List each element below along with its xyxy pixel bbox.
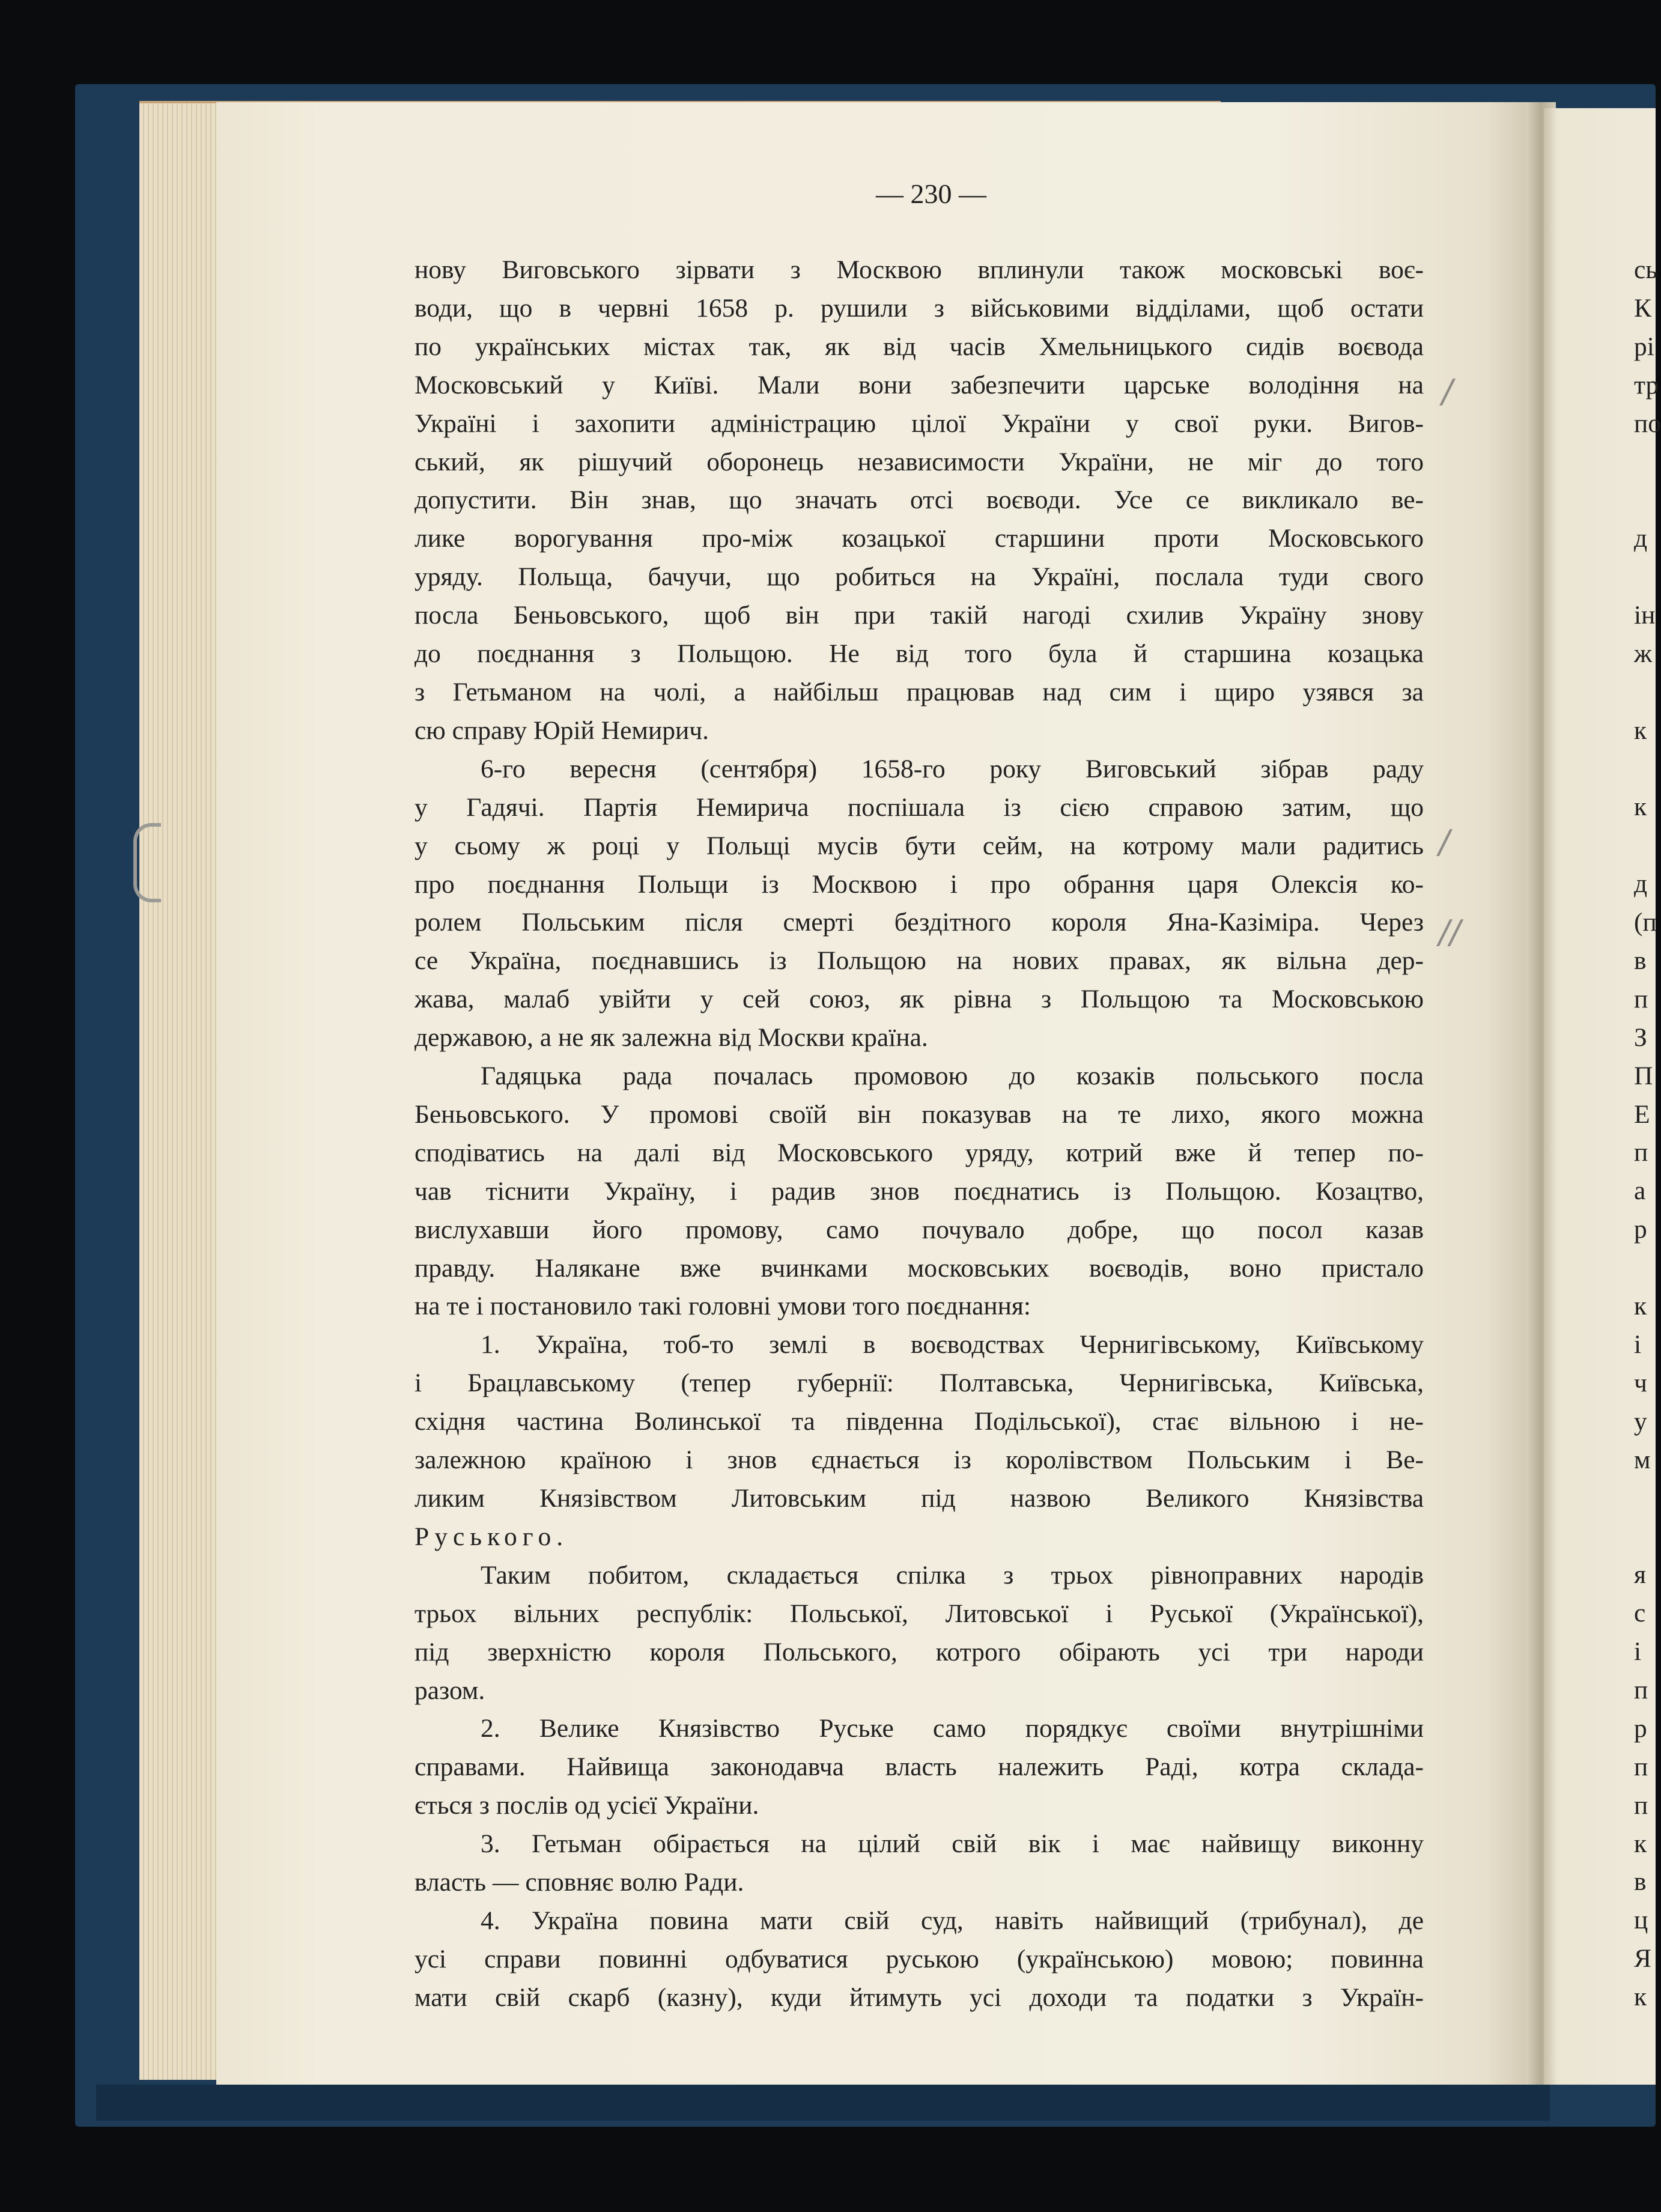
right-page-fragment: в [1634, 1867, 1647, 1897]
text-line: справами. Найвища законодавча власть належить Раді, котра склада- [414, 1752, 1424, 1782]
right-page-fragment [1634, 750, 1656, 789]
text-line: Україні і захопити адміністрацию цілої України у свої руки. Вигов- [414, 409, 1424, 438]
right-page-fragment: п [1634, 1138, 1648, 1167]
text-line: усі справи повинні одбуватися руською (українською) мовою; повинна [414, 1944, 1424, 1973]
right-page-fragment: ц [1634, 1906, 1648, 1935]
text-line: у сьому ж році у Польщі мусів бути сейм, на котрому мали радитись [414, 831, 1424, 860]
right-page-fragment: а [1634, 1176, 1646, 1206]
right-page-fragment: д [1634, 524, 1648, 553]
text-line: чав тіснити Україну, і радив знов поєднатись із Польщою. Козацтво, [414, 1176, 1424, 1206]
right-page-fragment: тр [1634, 370, 1659, 400]
pencil-tick-mark: / [1439, 823, 1450, 861]
text-line: мати свій скарб (казну), куди йтимуть усі доходи та податки з Україн- [414, 1983, 1424, 2012]
right-page-fragment: с [1634, 1599, 1646, 1628]
text-line: 6-го вересня (сентября) 1658-го року Виговський зібрав раду [481, 754, 1424, 783]
right-page-fragment: і [1634, 1329, 1642, 1359]
right-page-fragment [1634, 673, 1656, 712]
page-block-edge [139, 103, 223, 2080]
text-line: посла Беньовського, щоб він при такій нагоді схилив Україну знову [414, 601, 1424, 630]
right-page-fragment: в [1634, 946, 1647, 976]
text-line: 3. Гетьман обірається на цілий свій вік і має найвищу виконну [481, 1829, 1424, 1859]
text-line: східня частина Волинської та південна Подільської), стає вільною і не- [414, 1407, 1424, 1436]
text-line: державою, а не як залежна від Москви країна. [414, 1023, 928, 1053]
text-line: 1. Україна, тоб-то землі в воєводствах Чернигівському, Київському [481, 1330, 1424, 1360]
right-page-fragment: р [1634, 1713, 1647, 1743]
right-page-fragment: я [1634, 1560, 1647, 1590]
right-page-fragment: к [1634, 1983, 1647, 2012]
right-page-fragment [1634, 443, 1656, 481]
text-line: ється з послів од усієї України. [414, 1791, 759, 1820]
text-line: власть — сповняє волю Ради. [414, 1868, 744, 1897]
text-line: вислухавши його промову, само почувало добре, що посол казав [414, 1215, 1424, 1244]
right-page-fragment: к [1634, 792, 1647, 822]
right-page-fragment [1634, 1249, 1656, 1287]
right-page-fragment: (п [1634, 908, 1657, 937]
text-line: про поєднання Польщи із Москвою і про обрання царя Олексія ко- [414, 869, 1424, 899]
text-line: сю справу Юрій Немирич. [414, 716, 709, 745]
body-text [414, 251, 1424, 2017]
text-line: і Брацлавському (тепер губернії: Полтавська, Чернигівська, Київська, [414, 1369, 1424, 1398]
right-page-fragment: к [1634, 716, 1647, 745]
pencil-tick-mark: / [1442, 372, 1453, 410]
text-line: се Україна, поєднавшись із Польщою на нових правах, як вільна дер- [414, 946, 1424, 976]
text-line: разом. [414, 1676, 485, 1705]
text-line: лике ворогування про-між козацької старшини проти Московського [414, 524, 1424, 553]
right-page-fragment: д [1634, 869, 1648, 899]
text-line: ликим Князівством Литовським під назвою Великого Князівства [414, 1484, 1424, 1513]
text-line: води, що в червні 1658 р. рушили з військовими відділами, щоб остати [414, 293, 1424, 323]
text-line: трьох вільних республік: Польської, Литовської і Руської (Української), [414, 1599, 1424, 1628]
right-page-fragment [1634, 1518, 1656, 1556]
right-page-fragment: по [1634, 409, 1661, 438]
text-line: 2. Велике Князівство Руське само порядкує своїми внутрішніми [481, 1714, 1424, 1743]
pencil-tick-mark: // [1439, 913, 1461, 951]
right-page-fragment: К [1634, 293, 1652, 323]
text-line: Беньовського. У промові своїй він показував на те лихо, якого можна [414, 1099, 1424, 1129]
text-line: сподіватись на далі від Московського уряду, котрий вже й тепер по- [414, 1138, 1424, 1167]
right-page-fragment: ч [1634, 1368, 1647, 1397]
right-page-fragment [1634, 1480, 1656, 1518]
text-line: нову Виговського зірвати з Москвою вплинули також московські воє- [414, 255, 1424, 284]
text-line: допустити. Він знав, що значать отсі воєводи. Усе се викликало ве- [414, 485, 1424, 515]
page-number: — 230 — [876, 178, 986, 209]
right-page-fragment: р [1634, 1215, 1647, 1244]
right-page-fragment: рі [1634, 332, 1654, 361]
right-page-fragment: п [1634, 1675, 1648, 1704]
right-page-fragment: Я [1634, 1944, 1652, 1973]
text-line: залежною країною і знов єднається із королівством Польським і Ве- [414, 1445, 1424, 1475]
right-page-fragment: п [1634, 984, 1648, 1013]
right-page-fragment [1634, 827, 1656, 865]
right-page-fragment: п [1634, 1790, 1648, 1820]
right-page-fragment [1634, 481, 1656, 520]
right-page-fragment: П [1634, 1061, 1653, 1090]
right-page-fragment: п [1634, 1752, 1648, 1781]
right-page-fragment: З [1634, 1022, 1647, 1052]
right-page-fragment: і [1634, 1637, 1642, 1667]
right-page-fragment: к [1634, 1829, 1647, 1858]
right-page-fragment: Е [1634, 1099, 1650, 1129]
right-page-fragment: м [1634, 1445, 1651, 1474]
right-page-text-fragment [1634, 251, 1661, 2017]
text-line: Гадяцька рада почалась промовою до козаків польського посла [481, 1062, 1424, 1091]
right-page-fragment: ж [1634, 639, 1653, 668]
text-line: під зверхністю короля Польського, котрого обірають усі три народи [414, 1637, 1424, 1667]
text-line: з Гетьманом на чолі, а найбільш працював над сим і щиро узявся за [414, 677, 1424, 706]
text-line: ський, як рішучий оборонець независимости України, не міг до того [414, 447, 1424, 476]
right-page-fragment: сь [1634, 255, 1658, 284]
text-line: у Гадячі. Партія Немирича поспішала із сією справою затим, що [414, 792, 1424, 822]
text-line: 4. Україна повина мати свій суд, навіть найвищий (трибунал), де [481, 1906, 1424, 1935]
right-page-fragment: ін [1634, 601, 1656, 630]
text-line: на те і постановило такі головні умови того поєднання: [414, 1292, 1031, 1321]
text-line: Московський у Київі. Мали вони забезпечити царське володіння на [414, 370, 1424, 400]
text-line: правду. Налякане вже вчинками московських воєводів, воно пристало [414, 1253, 1424, 1283]
text-line: Руського. [414, 1522, 569, 1551]
text-line: жава, малаб увійти у сей союз, як рівна з Польщою та Московською [414, 985, 1424, 1014]
right-page-fragment [1634, 558, 1656, 597]
book-cover-bottom [96, 2085, 1550, 2121]
text-line: до поєднання з Польщою. Не від того була й старшина козацька [414, 639, 1424, 669]
book-clasp [133, 823, 161, 902]
right-page-fragment: к [1634, 1292, 1647, 1321]
text-line: ролем Польським після смерті бездітного короля Яна-Казіміра. Через [414, 908, 1424, 937]
text-line: уряду. Польща, бачучи, що робиться на Україні, послала туди свого [414, 562, 1424, 592]
text-line: Таким побитом, складається спілка з трьох рівноправних народів [481, 1560, 1424, 1590]
right-page-fragment: у [1634, 1406, 1647, 1436]
text-line: по українських містах так, як від часів Хмельницького сидів воєвода [414, 332, 1424, 361]
